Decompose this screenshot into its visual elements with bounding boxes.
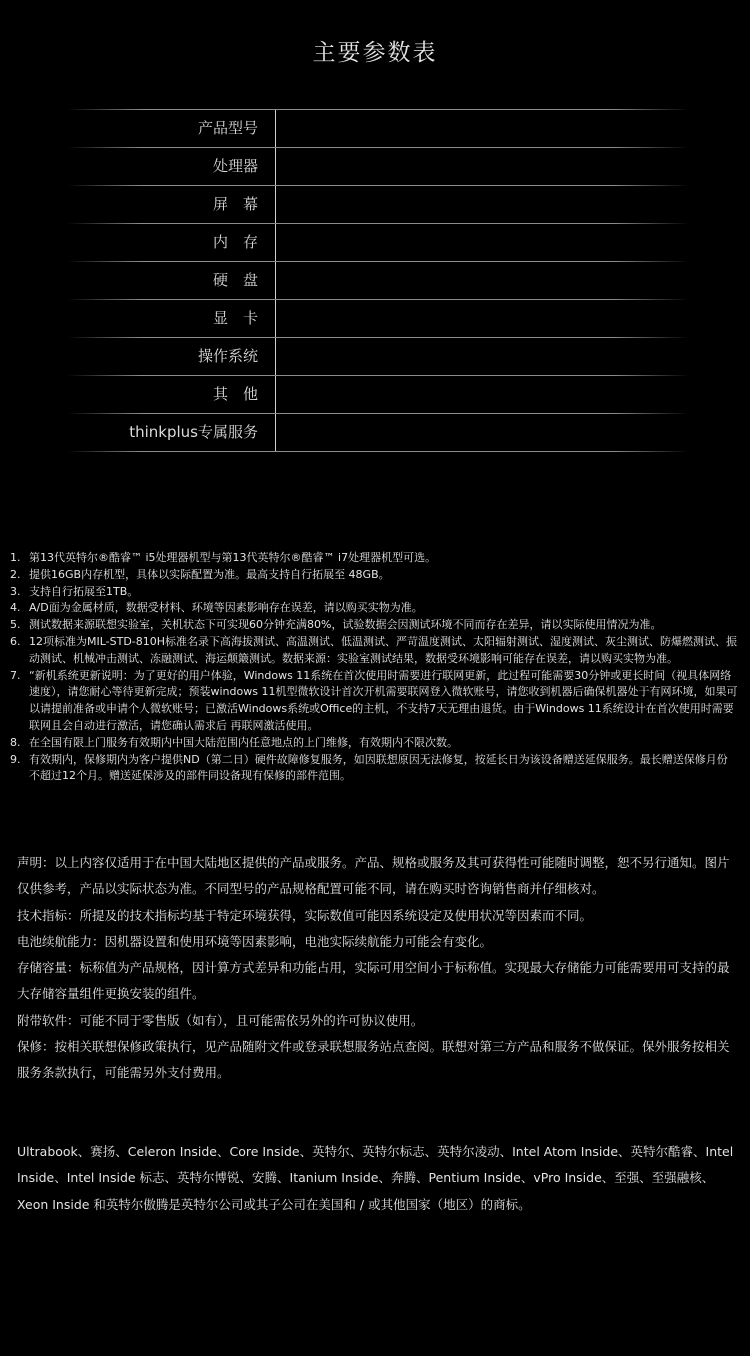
disclaimer-block: [17, 850, 741, 1087]
spec-label: 显 卡: [212, 309, 258, 327]
footnote-number: 2.: [10, 567, 21, 581]
trademark-notice: Ultrabook、赛扬、Celeron Inside、Core Inside、英特尔、英特尔标志、英特尔凌动、Intel Atom Inside、英特尔酷睿、Intel Inside、Intel Inside 标志、英特尔博锐、安腾、Itanium Inside、奔腾、Pentium Inside、vPro Inside、至强、至强融核、Xeon Inside 和英特尔傲腾是英特尔公司或其子公司在美国和 / 或其他国家（地区）的商标。: [17, 1144, 734, 1212]
footnote-item: [10, 550, 738, 567]
column-divider: [275, 338, 276, 375]
disclaimer-bundled-software: 附带软件：可能不同于零售版（如有），且可能需依另外的许可协议使用。: [17, 1012, 424, 1028]
column-divider: [275, 186, 276, 223]
column-divider: [275, 262, 276, 299]
disclaimer-storage-capacity: 存储容量：标称值为产品规格，因计算方式差异和功能占用，实际可用空间小于标称值。实现最大存储能力可能需要用可支持的最大存储容量组件更换安装的组件。: [17, 960, 730, 1002]
footnote-text: “新机系统更新说明：为了更好的用户体验，Windows 11系统在首次使用时需要进行联网更新，此过程可能需要30分钟或更长时间（视具体网络速度），请您耐心等待更新完成；预装windows 11机型微软设计首次开机需要联网登入微软账号，请您收到机器后确保机器处于有网环境，如果可以请提前准备或申请个人微软账号；已激活Windows系统或Office的主机，不支持7天无理由退货。由于Windows 11系统设计在首次使用时需要联网且会自动进行激活，请您确认需求后 再联网激活使用。: [29, 668, 738, 732]
spec-row-other: [68, 375, 688, 413]
footnotes-list: [10, 550, 738, 785]
footnote-number: 3.: [10, 584, 21, 598]
spec-row-storage: [68, 261, 688, 299]
spec-row-graphics: [68, 299, 688, 337]
column-divider: [275, 414, 276, 451]
page-title: 主要参数表: [312, 40, 438, 66]
column-divider: [275, 300, 276, 337]
disclaimer-battery-life: 电池续航能力：因机器设置和使用环境等因素影响，电池实际续航能力可能会有变化。: [17, 933, 493, 949]
spec-row-service: [68, 413, 688, 452]
footnote-text: 有效期内，保修期内为客户提供ND（第二日）硬件故障修复服务，如因联想原因无法修复，按延长日为该设备赠送延保服务。最长赠送保修月份不超过12个月。赠送延保涉及的部件同设备现有保修的部件范围。: [29, 752, 728, 783]
footnote-number: 1.: [10, 551, 21, 564]
footnote-number: 8.: [10, 735, 21, 749]
footnote-item: [10, 567, 738, 584]
footnote-text: 支持自行拓展至1TB。: [29, 584, 139, 598]
spec-label: 其 他: [212, 385, 258, 403]
footnote-number: 7.: [10, 668, 21, 682]
footnote-item: [10, 584, 738, 601]
spec-row-model: [68, 109, 688, 147]
footnote-text: 第13代英特尔®酷睿™ i5处理器机型与第13代英特尔®酷睿™ i7处理器机型可选。: [29, 551, 437, 564]
footnote-number: 4.: [10, 601, 21, 615]
footnote-item: [10, 735, 738, 752]
footnote-number: 5.: [10, 618, 21, 632]
spec-row-memory: [68, 223, 688, 261]
spec-label: thinkplus专属服务: [129, 423, 258, 441]
footnote-item: [10, 600, 738, 617]
disclaimer-technical-specs: 技术指标：所提及的技术指标均基于特定环境获得，实际数值可能因系统设定及使用状况等因素而不同。: [17, 907, 593, 923]
spec-label: 产品型号: [197, 119, 258, 137]
spec-label: 屏 幕: [212, 195, 258, 213]
footnote-text: 提供16GB内存机型，具体以实际配置为准。最高支持自行拓展至 48GB。: [29, 567, 390, 581]
disclaimer-statement: 声明：以上内容仅适用于在中国大陆地区提供的产品或服务。产品、规格或服务及其可获得性可能随时调整，恕不另行通知。图片仅供参考，产品以实际状态为准。不同型号的产品规格配置可能不同，请在购买时咨询销售商并仔细核对。: [17, 855, 730, 897]
footnote-item: [10, 617, 738, 634]
spec-label: 内 存: [212, 233, 258, 251]
footnote-text: 测试数据来源联想实验室，关机状态下可实现60分钟充满80%，试验数据会因测试环境不同而存在差异，请以实际使用情况为准。: [29, 618, 662, 632]
column-divider: [275, 110, 276, 147]
footnote-text: 12项标准为MIL-STD-810H标准名录下高海拔测试、高温测试、低温测试、严苛温度测试、太阳辐射测试、湿度测试、灰尘测试、防爆燃测试、振动测试、机械冲击测试、冻融测试、海运颠簸测试。数据来源：实验室测试结果，数据受环境影响可能存在误差，请以购买实物为准。: [29, 634, 738, 665]
column-divider: [275, 148, 276, 185]
footnote-number: 6.: [10, 634, 21, 648]
column-divider: [275, 224, 276, 261]
column-divider: [275, 376, 276, 413]
footnote-item: [10, 668, 738, 735]
spec-label: 硬 盘: [212, 271, 258, 289]
footnote-item: [10, 634, 738, 668]
spec-row-os: [68, 337, 688, 375]
disclaimer-warranty: 保修：按相关联想保修政策执行，见产品随附文件或登录联想服务站点查阅。联想对第三方产品和服务不做保证。保外服务按相关服务条款执行，可能需另外支付费用。: [17, 1039, 730, 1081]
footnote-text: 在全国有限上门服务有效期内中国大陆范围内任意地点的上门维修，有效期内不限次数。: [29, 735, 458, 749]
footnote-text: A/D面为金属材质，数据受材料、环境等因素影响存在误差，请以购买实物为准。: [29, 601, 423, 615]
spec-label: 操作系统: [197, 347, 258, 365]
spec-label: 处理器: [212, 157, 258, 175]
footnote-item: [10, 752, 738, 786]
spec-row-processor: [68, 147, 688, 185]
spec-table: [68, 109, 688, 452]
footnote-number: 9.: [10, 752, 21, 766]
spec-row-screen: [68, 185, 688, 223]
